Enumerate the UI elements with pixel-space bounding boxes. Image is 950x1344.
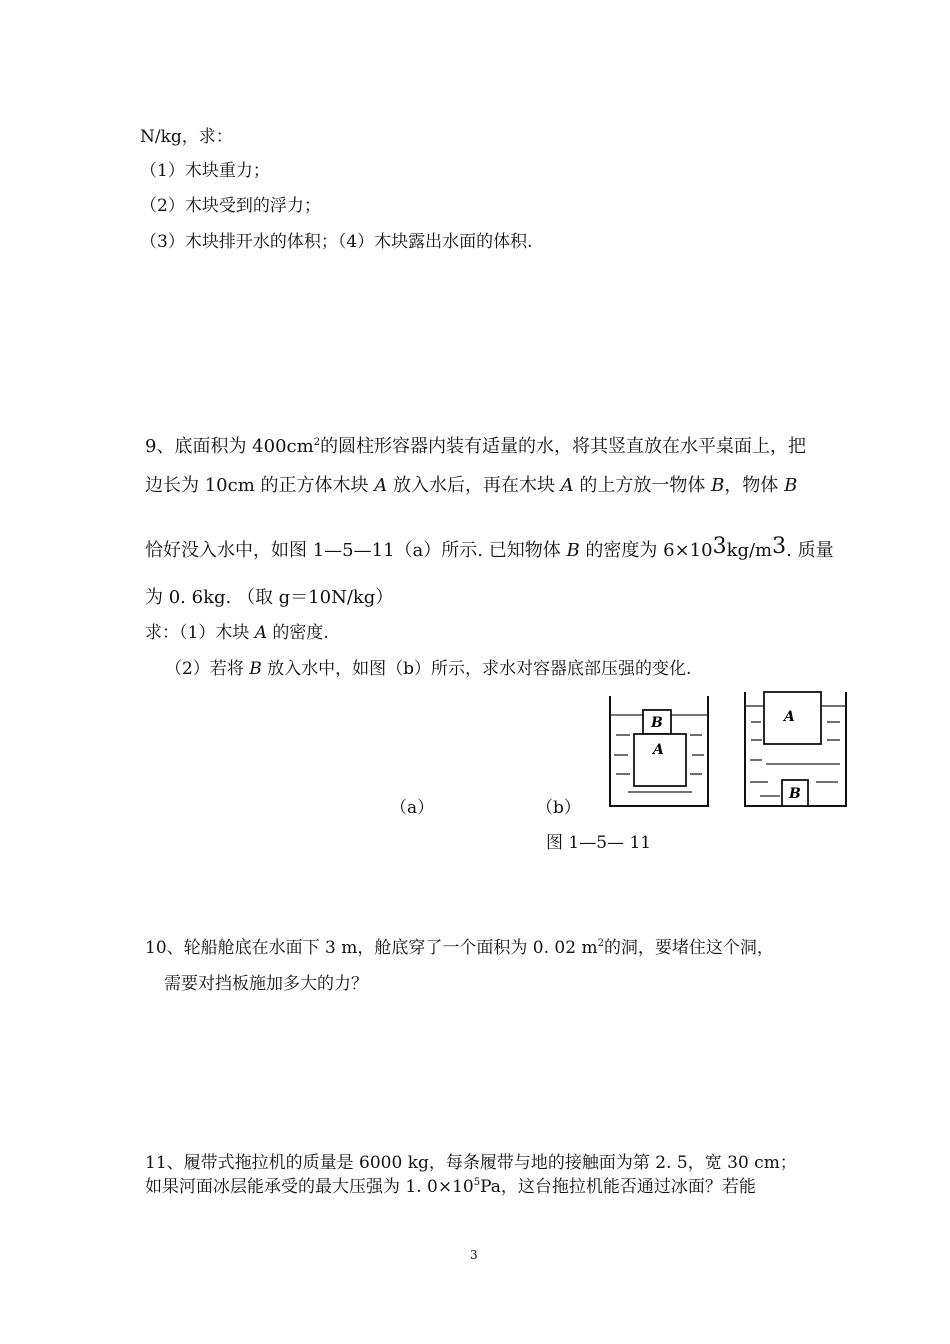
q9-line-2: 边长为 10cm 的正方体木块 A 放入水后，再在木块 A 的上方放一物体 B，物体 B xyxy=(145,475,798,496)
page-number: 3 xyxy=(470,1248,478,1262)
q9-line-4: 为 0. 6kg. （取 g＝10N/kg） xyxy=(145,587,394,608)
block-a-label: A xyxy=(653,742,664,758)
q10-line-2: 需要对挡板施加多大的力？ xyxy=(164,974,368,994)
q9-line-6: （2）若将 B 放入水中，如图（b）所示，求水对容器底部压强的变化. xyxy=(165,659,692,679)
q8-line-unit: N/kg，求： xyxy=(140,127,233,147)
q8-item-3-4: （3）木块排开水的体积；（4）木块露出水面的体积. xyxy=(140,232,533,252)
figure-1-5-11 xyxy=(600,688,860,816)
q10-line-1: 10、轮船舱底在水面下 3 m，舱底穿了一个面积为 0. 02 $m^2$的洞，要堵住这个洞， xyxy=(145,938,774,958)
container-b xyxy=(745,692,846,806)
figure-label-b: （b） xyxy=(536,798,581,818)
figure-caption: 图 1—5— 11 xyxy=(546,833,652,853)
q8-item-2: （2）木块受到的浮力； xyxy=(140,196,321,216)
block-a-label-b: A xyxy=(784,709,795,725)
q11-line-1: 11、履带式拖拉机的质量是 6000 kg，每条履带与地的接触面为第 2. 5，宽 30 cm； xyxy=(145,1153,797,1173)
q8-item-1: （1）木块重力； xyxy=(140,161,270,181)
block-b-label: B xyxy=(651,715,663,731)
q11-line-2: 如果河面冰层能承受的最大压强为 1. $0\times 10^5Pa$，这台拖拉机能否通过冰面？若能 xyxy=(145,1177,756,1197)
block-b-label-b: B xyxy=(789,786,801,802)
q9-line-5: 求：（1）木块 A 的密度. xyxy=(145,623,329,643)
q9-line-1: 9、底面积为 $400cm^2$的圆柱形容器内装有适量的水，将其竖直放在水平桌面上，把 xyxy=(145,436,807,457)
figure-label-a: （a） xyxy=(390,798,435,818)
q9-line-3: 恰好没入水中，如图 1—5—11（a）所示. 已知物体 B 的密度为 6×103kg/m3. 质量 xyxy=(145,534,834,561)
container-a xyxy=(610,696,708,806)
